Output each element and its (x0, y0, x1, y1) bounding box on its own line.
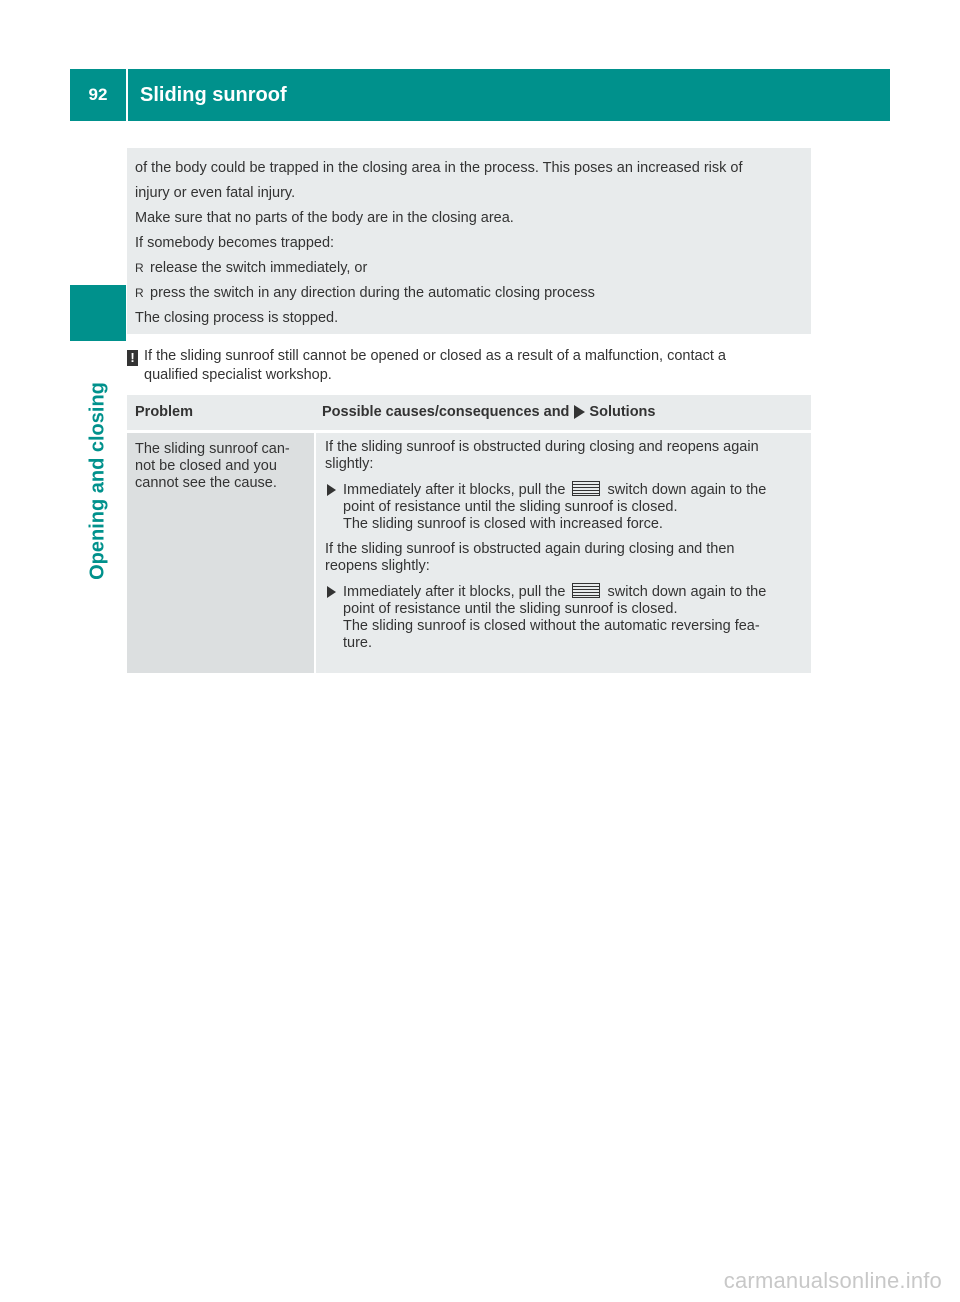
sunroof-switch-icon (572, 583, 600, 598)
solution-step (325, 481, 803, 533)
cause-text: If the sliding sunroof is obstructed during closing and reopens again (325, 439, 759, 455)
header-causes (314, 395, 811, 430)
note-text: qualified specialist workshop. (144, 367, 332, 383)
warning-text-line: The closing process is stopped. (135, 310, 339, 326)
cause-text: If the sliding sunroof is obstructed again during closing and then (325, 541, 735, 557)
table-row (127, 433, 811, 673)
bullet-item (135, 257, 802, 279)
sunroof-switch-icon (572, 481, 600, 496)
cause-paragraph (325, 541, 803, 575)
troubleshooting-table (127, 395, 811, 673)
cause-text: reopens slightly: (325, 558, 430, 574)
warning-box (127, 148, 811, 334)
watermark (0, 1268, 960, 1294)
note (127, 347, 811, 385)
exclamation-icon: ! (127, 350, 138, 366)
bullet-text: release the switch immediately, or (150, 260, 368, 276)
warning-text-line: injury or even fatal injury. (135, 185, 296, 201)
note-text: If the sliding sunroof still cannot be opened or closed as a result of a malfunction, contact a (144, 348, 726, 364)
warning-text-line: of the body could be trapped in the closing area in the process. This poses an increased risk of (135, 160, 743, 176)
step-arrow-icon (327, 586, 336, 598)
step-text: point of resistance until the sliding sunroof is closed. (343, 499, 678, 515)
problem-text: The sliding sunroof can- (135, 441, 290, 457)
step-text: Immediately after it blocks, pull the (343, 584, 566, 600)
warning-text-line: Make sure that no parts of the body are in the closing area. (135, 210, 514, 226)
solution-step (325, 583, 803, 652)
step-result: ture. (343, 635, 373, 651)
cause-text: slightly: (325, 456, 374, 472)
step-result: The sliding sunroof is closed without the automatic reversing fea- (343, 618, 760, 634)
side-tab-marker (70, 285, 126, 341)
page-number: 92 (88, 85, 108, 104)
bullet-icon: R (135, 286, 144, 300)
step-result: The sliding sunroof is closed with increased force. (343, 516, 663, 532)
solutions-cell (314, 433, 811, 673)
header-causes-text: Possible causes/consequences and (322, 404, 570, 420)
step-text: point of resistance until the sliding sunroof is closed. (343, 601, 678, 617)
header-problem: Problem (135, 404, 194, 420)
header-solutions-text: Solutions (589, 404, 656, 420)
problem-cell (127, 433, 314, 673)
table-header (127, 395, 811, 433)
bullet-icon: R (135, 261, 144, 275)
bullet-text: press the switch in any direction during the automatic closing process (150, 285, 595, 301)
warning-text-line: If somebody becomes trapped: (135, 235, 335, 251)
step-text: Immediately after it blocks, pull the (343, 482, 566, 498)
section-title: Sliding sunroof (140, 83, 287, 106)
cause-paragraph (325, 439, 803, 473)
problem-text: not be closed and you (135, 458, 277, 474)
side-tab-label: Opening and closing (86, 382, 109, 580)
bullet-item (135, 282, 802, 304)
header-divider (126, 69, 128, 121)
problem-text: cannot see the cause. (135, 475, 277, 491)
play-arrow-icon (574, 405, 585, 419)
step-text: switch down again to the (607, 482, 767, 498)
watermark-text: carmanualsonline.info (723, 1268, 942, 1293)
step-arrow-icon (327, 484, 336, 496)
step-text: switch down again to the (607, 584, 767, 600)
